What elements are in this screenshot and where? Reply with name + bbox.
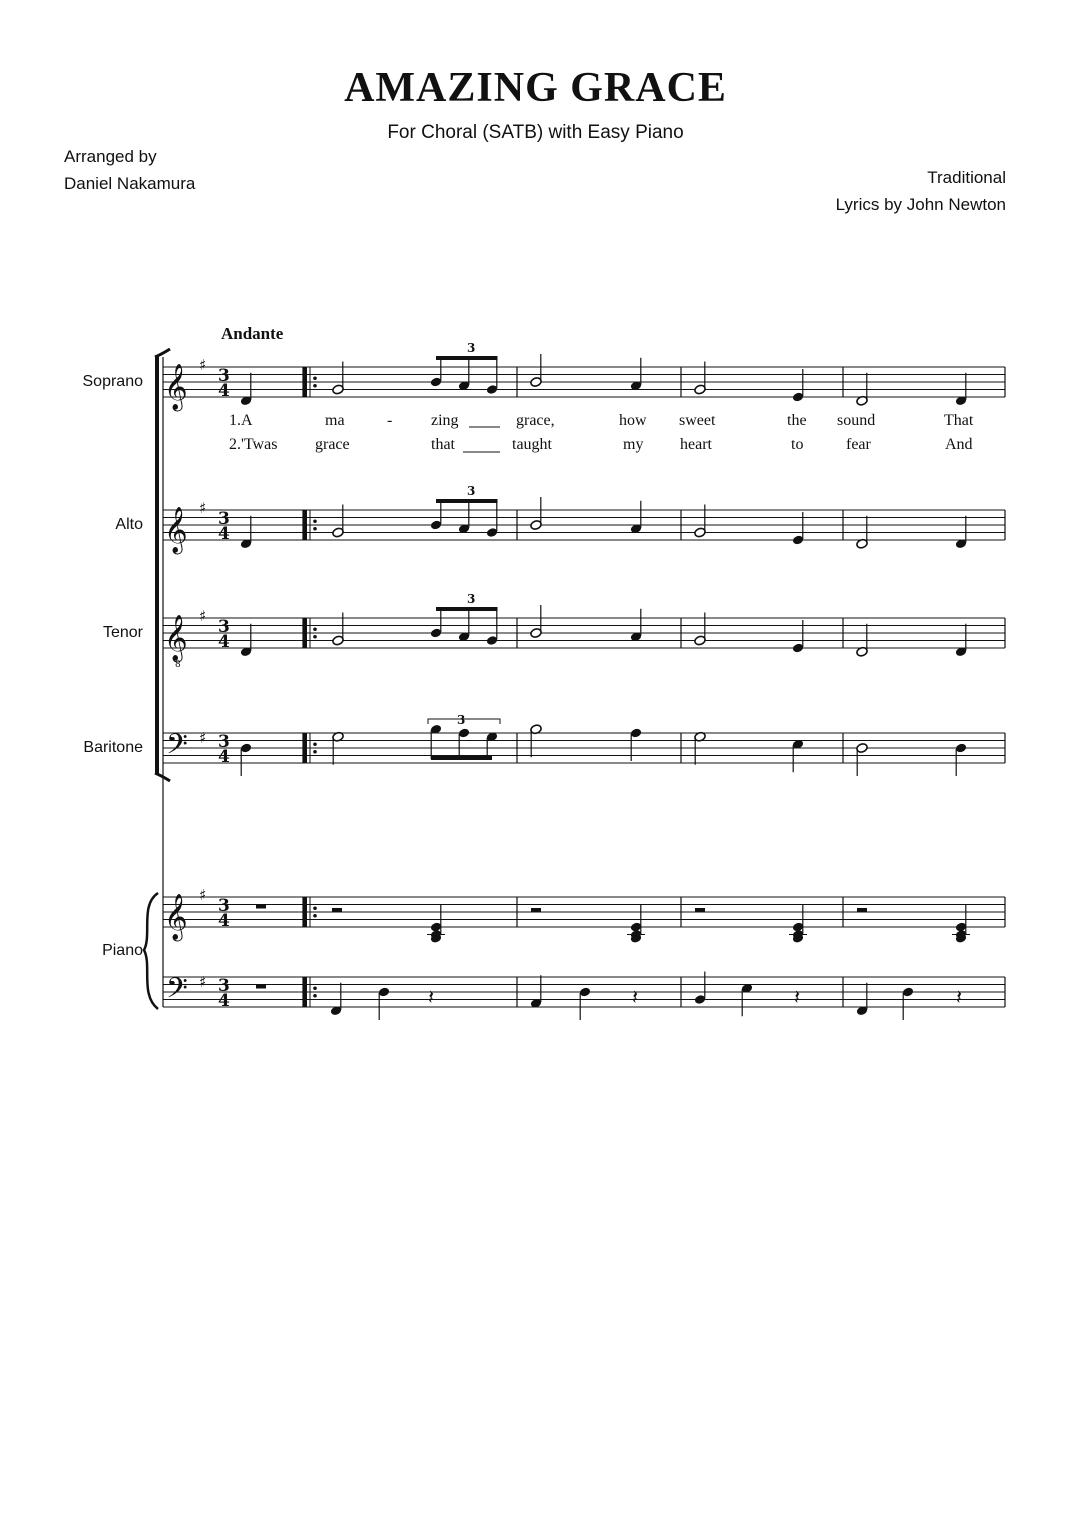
repeat-dot (313, 635, 317, 639)
rest (256, 905, 266, 909)
lyric-syllable: fear (846, 436, 871, 453)
lyricist-label: Lyrics by John Newton (835, 195, 1006, 214)
time-signature-bottom: 4 (218, 991, 230, 1011)
lyric-syllable: zing (431, 412, 459, 429)
time-signature-bottom: 4 (218, 747, 230, 767)
tempo-marking: Andante (221, 324, 284, 343)
time-signature-top: 3 (218, 732, 230, 752)
tuplet-number: 3 (467, 592, 476, 606)
repeat-thick-barline (303, 733, 307, 763)
part-name-alto: Alto (115, 516, 143, 533)
treble-clef-icon: 𝄞 (164, 615, 188, 661)
lyric-syllable: 1.A (229, 412, 253, 429)
rest (695, 908, 705, 912)
time-signature-top: 3 (218, 896, 230, 916)
lyric-syllable: grace, (516, 412, 555, 429)
arranger-name: Daniel Nakamura (64, 174, 196, 193)
octave-marker: 8 (175, 660, 181, 670)
score-subtitle: For Choral (SATB) with Easy Piano (387, 122, 684, 143)
lyric-syllable: grace (315, 436, 350, 453)
repeat-dot (313, 750, 317, 754)
treble-clef-icon: 𝄞 (164, 894, 188, 940)
beam (436, 356, 498, 360)
choir-bracket (155, 357, 159, 773)
part-name-soprano: Soprano (82, 373, 143, 390)
arranger-label: Arranged by (64, 147, 157, 166)
repeat-dot (313, 994, 317, 998)
repeat-dot (313, 519, 317, 523)
key-signature-sharp: ♯ (199, 607, 207, 625)
rest (256, 985, 266, 989)
tuplet-number: 3 (467, 341, 476, 355)
lyric-syllable: sweet (679, 412, 716, 429)
quarter-rest-icon: 𝄽 (956, 985, 963, 1009)
part-name-baritone: Baritone (83, 739, 143, 756)
repeat-thick-barline (303, 897, 307, 927)
quarter-rest-icon: 𝄽 (794, 985, 801, 1009)
rest (531, 908, 541, 912)
repeat-dot (313, 986, 317, 990)
bass-clef-icon: 𝄢 (166, 972, 188, 1012)
repeat-dot (313, 527, 317, 531)
time-signature-bottom: 4 (218, 524, 230, 544)
choir-bracket (155, 349, 170, 357)
key-signature-sharp: ♯ (199, 499, 207, 517)
beam (431, 756, 492, 760)
time-signature-bottom: 4 (218, 911, 230, 931)
part-name-piano: Piano (102, 942, 143, 959)
time-signature-top: 3 (218, 976, 230, 996)
repeat-thick-barline (303, 977, 307, 1007)
time-signature-bottom: 4 (218, 632, 230, 652)
beam (436, 499, 498, 503)
repeat-thick-barline (303, 510, 307, 540)
lyric-syllable: taught (512, 436, 552, 453)
key-signature-sharp: ♯ (199, 973, 207, 991)
lyric-syllable: 2.'Twas (229, 436, 278, 453)
tuplet-number: 3 (457, 713, 466, 727)
piano-brace (144, 893, 158, 1009)
time-signature-top: 3 (218, 509, 230, 529)
composer-label: Traditional (927, 168, 1006, 187)
tuplet-number: 3 (467, 484, 476, 498)
key-signature-sharp: ♯ (199, 886, 207, 904)
repeat-dot (313, 742, 317, 746)
repeat-thick-barline (303, 367, 307, 397)
lyric-syllable: And (945, 436, 973, 453)
lyric-syllable: my (623, 436, 644, 453)
lyric-syllable: that (431, 436, 455, 453)
treble-clef-icon: 𝄞 (164, 507, 188, 553)
time-signature-top: 3 (218, 366, 230, 386)
repeat-dot (313, 627, 317, 631)
rest (857, 908, 867, 912)
bass-clef-icon: 𝄢 (166, 728, 188, 768)
treble-clef-icon: 𝄞 (164, 364, 188, 410)
repeat-dot (313, 914, 317, 918)
lyric-syllable: to (791, 436, 804, 453)
lyric-syllable: - (387, 412, 393, 429)
time-signature-bottom: 4 (218, 381, 230, 401)
repeat-dot (313, 384, 317, 388)
repeat-dot (313, 376, 317, 380)
quarter-rest-icon: 𝄽 (632, 985, 639, 1009)
quarter-rest-icon: 𝄽 (428, 985, 435, 1009)
lyric-syllable: That (944, 412, 974, 429)
notation-marks (144, 341, 1005, 1020)
beam (436, 607, 498, 611)
part-name-tenor: Tenor (102, 624, 143, 641)
key-signature-sharp: ♯ (199, 729, 207, 747)
repeat-thick-barline (303, 618, 307, 648)
time-signature-top: 3 (218, 617, 230, 637)
lyric-syllable: how (619, 412, 647, 429)
lyric-syllable: ma (325, 412, 345, 429)
key-signature-sharp: ♯ (199, 356, 207, 374)
staff-lines (163, 367, 1005, 1007)
lyric-syllable: sound (837, 412, 876, 429)
lyric-syllable: heart (680, 436, 712, 453)
score-title: AMAZING GRACE (344, 65, 727, 111)
lyric-syllable: the (787, 412, 807, 429)
rest (332, 908, 342, 912)
repeat-dot (313, 906, 317, 910)
